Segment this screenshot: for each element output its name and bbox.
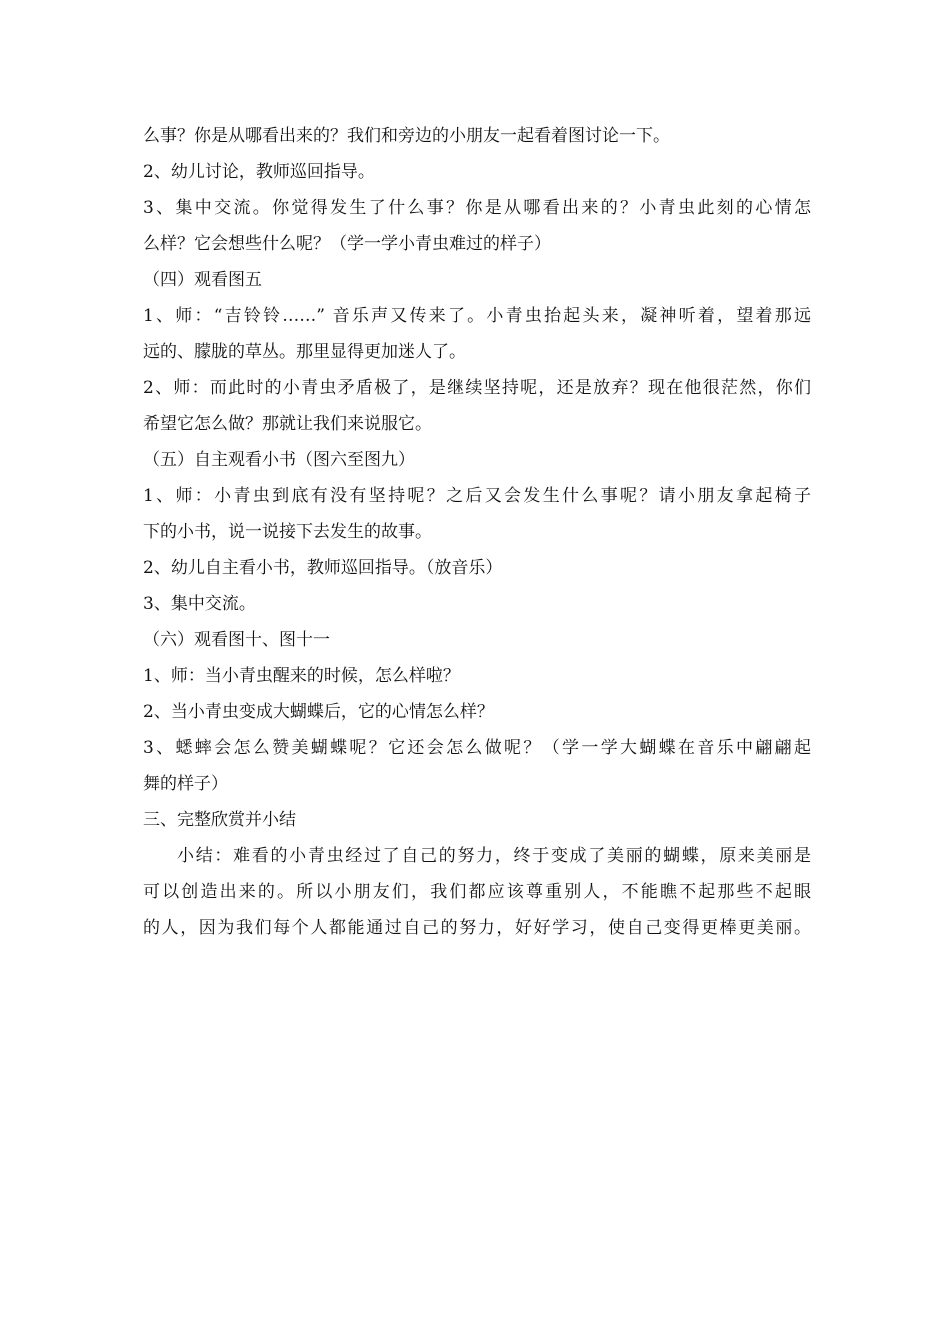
section-heading-summary: 三、完整欣赏并小结 [143,810,296,830]
text-line-18: 3、蟋蟀会怎么赞美蝴蝶呢？它还会怎么做呢？（学一学大蝴蝶在音乐中翩翩起 [143,738,811,758]
section-heading-6: （六）观看图十、图十一 [143,630,330,650]
text-line-13: 2、幼儿自主看小书，教师巡回指导。（放音乐） [143,558,503,578]
text-line-9: 希望它怎么做？那就让我们来说服它。 [143,414,432,434]
text-line-11: 1、师：小青虫到底有没有坚持呢？之后又会发生什么事呢？请小朋友拿起椅子 [143,486,811,506]
text-line-6: 1、师：“吉铃铃……” 音乐声又传来了。小青虫抬起头来，凝神听着，望着那远 [143,306,811,326]
text-line-3: 3、集中交流。你觉得发生了什么事？你是从哪看出来的？小青虫此刻的心情怎 [143,198,811,218]
text-line-7: 远的、朦胧的草丛。那里显得更加迷人了。 [143,342,466,362]
text-line-1: 么事？你是从哪看出来的？我们和旁边的小朋友一起看着图讨论一下。 [143,126,670,146]
text-line-8: 2、师：而此时的小青虫矛盾极了，是继续坚持呢，还是放弃？现在他很茫然，你们 [143,378,811,398]
text-line-17: 2、当小青虫变成大蝴蝶后，它的心情怎么样？ [143,702,494,722]
text-line-12: 下的小书，说一说接下去发生的故事。 [143,522,432,542]
section-heading-5: （五）自主观看小书（图六至图九） [143,450,415,470]
text-line-14: 3、集中交流。 [143,594,256,614]
summary-line-1: 小结：难看的小青虫经过了自己的努力，终于变成了美丽的蝴蝶，原来美丽是 [177,846,811,866]
section-heading-4: （四）观看图五 [143,270,262,290]
text-line-4: 么样？它会想些什么呢？（学一学小青虫难过的样子） [143,234,551,254]
text-line-16: 1、师：当小青虫醒来的时候，怎么样啦？ [143,666,460,686]
summary-line-2: 可以创造出来的。所以小朋友们，我们都应该尊重别人，不能瞧不起那些不起眼 [143,882,811,902]
text-line-19: 舞的样子） [143,774,228,794]
summary-line-3: 的人，因为我们每个人都能通过自己的努力，好好学习，使自己变得更棒更美丽。 [143,918,811,938]
document-body [143,118,811,946]
text-line-2: 2、幼儿讨论，教师巡回指导。 [143,162,375,182]
